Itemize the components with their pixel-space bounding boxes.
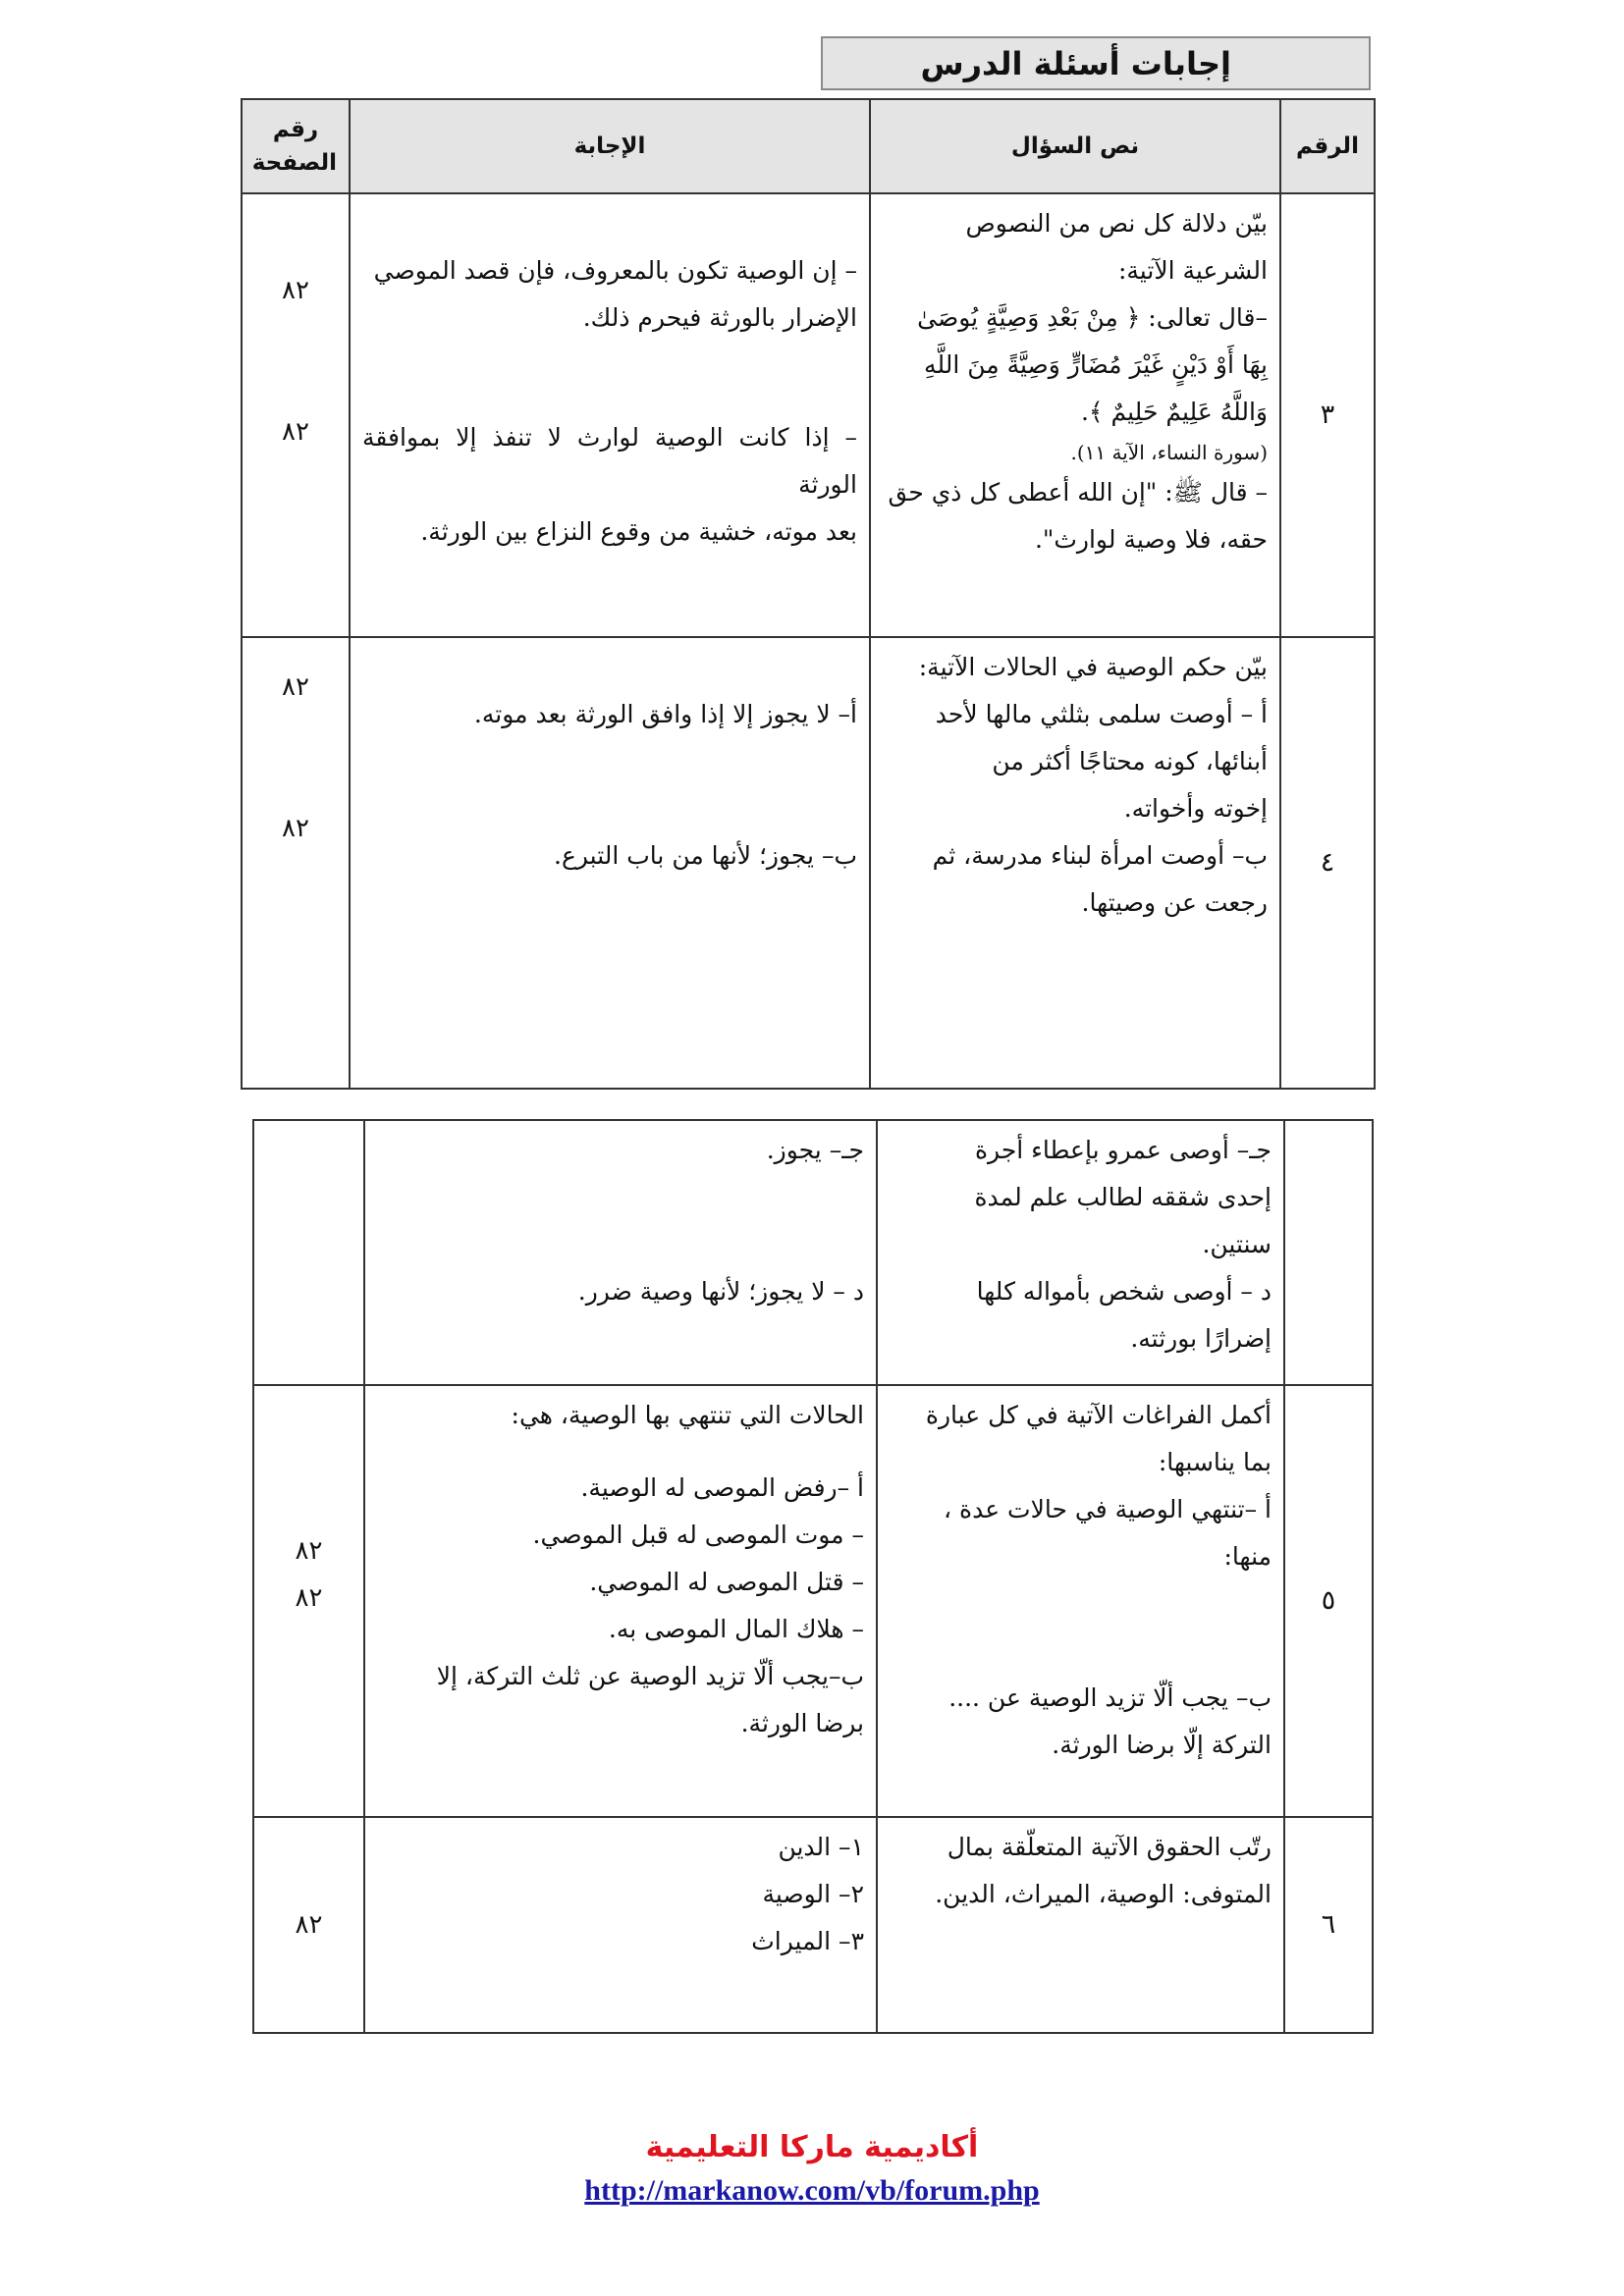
question-cell [870,193,1280,637]
answer-text: بعد موته، خشية من وقوع النزاع بين الورثة. [420,517,857,546]
quran-verse: –قال تعالى: ﴿ مِنْ بَعْدِ وَصِيَّةٍ يُوصَىٰ [917,303,1268,332]
header-question: نص السؤال [870,99,1280,193]
question-text: بيّن دلالة كل نص من النصوص [965,209,1268,238]
row-number: ٥ [1284,1385,1373,1817]
page-cell [242,637,350,1089]
answer-text: الحالات التي تنتهي بها الوصية، هي: [511,1401,864,1429]
answer-cell [364,1120,877,1385]
answer-text: ب–يجب ألّا تزيد الوصية عن ثلث التركة، إلا [436,1662,864,1690]
verse-reference: (سورة النساء، الآية ١١). [1070,441,1268,464]
hadith-text: حقه، فلا وصية لوارث". [1034,525,1268,554]
question-text: أ – أوصت سلمى بثلثي مالها لأحد [935,700,1268,728]
answer-text: د – لا يجوز؛ لأنها وصية ضرر. [577,1277,864,1306]
answer-cell [350,193,870,637]
question-text: أبنائها، كونه محتاجًا أكثر من [992,747,1268,775]
row-number: ٤ [1280,637,1375,1089]
answer-text: – إذا كانت الوصية لوارث لا تنفذ إلا بموافقة الورثة [362,423,857,499]
page-number: ٨٢ [282,276,309,305]
question-text: أكمل الفراغات الآتية في كل عبارة [925,1401,1272,1429]
page-cell [253,1120,364,1385]
row-number: ٦ [1284,1817,1373,2033]
question-text: د – أوصى شخص بأمواله كلها [976,1277,1272,1306]
answer-cell [364,1817,877,2033]
page-number: ٨٢ [295,1910,323,1940]
question-text: رتّب الحقوق الآتية المتعلّقة بمال [947,1833,1272,1861]
question-text: الشرعية الآتية: [1117,256,1268,285]
hadith-text: – قال ﷺ: "إن الله أعطى كل ذي حق [888,478,1268,507]
question-text: إضرارًا بورثته. [1130,1324,1272,1353]
answer-text: ب– يجوز؛ لأنها من باب التبرع. [554,841,857,870]
page-number: ٨٢ [282,814,309,843]
answers-table-part-2 [252,1119,1374,2034]
answers-table-part-1 [241,98,1376,1090]
answer-cell [364,1385,877,1817]
question-text: بما يناسبها: [1158,1448,1272,1476]
page-cell [253,1385,364,1817]
question-cell [877,1817,1284,2033]
question-text: منها: [1223,1542,1272,1571]
page-number: ٨٢ [282,672,309,702]
table-row-4-continued [253,1120,1373,1385]
question-text: إحدى شققه لطالب علم لمدة [974,1183,1272,1211]
page-number: ٨٢ [295,1536,323,1566]
answer-text: – موت الموصى له قبل الموصي. [532,1521,864,1549]
table-header-row [242,99,1375,193]
answer-text: ١– الدين [778,1833,864,1861]
question-text: ب– أوصت امرأة لبناء مدرسة، ثم [932,841,1268,870]
page-cell [253,1817,364,2033]
question-text: المتوفى: الوصية، الميراث، الدين. [935,1880,1272,1908]
quran-verse: وَاللَّهُ عَلِيمٌ حَلِيمٌ ﴾. [1080,398,1268,426]
header-number: الرقم [1280,99,1375,193]
answer-text: أ– لا يجوز إلا إذا وافق الورثة بعد موته. [473,700,857,728]
header-answer: الإجابة [350,99,870,193]
table-row-5 [253,1385,1373,1817]
question-text: بيّن حكم الوصية في الحالات الآتية: [918,653,1268,681]
question-cell [870,637,1280,1089]
question-text: ب– يجب ألّا تزيد الوصية عن .... [948,1683,1272,1712]
page-cell [242,193,350,637]
question-cell [877,1385,1284,1817]
question-text: سنتين. [1202,1230,1272,1258]
answer-text: ٣– الميراث [751,1927,864,1955]
header-page-line2: الصفحة [251,150,337,176]
footer-academy-name: أكاديمية ماركا التعليمية [645,2130,979,2164]
answer-text: – إن الوصية تكون بالمعروف، فإن قصد الموصي [373,256,857,285]
question-text: أ –تنتهي الوصية في حالات عدة ، [943,1495,1272,1523]
row-number [1284,1120,1373,1385]
page-number: ٨٢ [282,417,309,447]
header-page [242,99,350,193]
answer-text: – هلاك المال الموصى به. [608,1615,864,1643]
row-number: ٣ [1280,193,1375,637]
question-text: جـ– أوصى عمرو بإعطاء أجرة [974,1136,1272,1164]
lesson-answers-title: إجابات أسئلة الدرس [821,36,1371,90]
footer-forum-link[interactable]: http://markanow.com/vb/forum.php [584,2174,1040,2207]
answer-text: ٢– الوصية [762,1880,864,1908]
answer-text: برضا الورثة. [740,1709,864,1737]
page-number: ٨٢ [295,1583,323,1613]
question-text: إخوته وأخواته. [1123,794,1268,823]
table-row-6 [253,1817,1373,2033]
header-page-line1: رقم [272,117,319,142]
answer-text: أ –رفض الموصى له الوصية. [580,1473,864,1502]
answer-text: جـ– يجوز. [766,1136,864,1164]
table-row-4 [242,637,1375,1089]
table-row-3 [242,193,1375,637]
question-cell [877,1120,1284,1385]
answer-text: – قتل الموصى له الموصي. [589,1568,864,1596]
answer-text: الإضرار بالورثة فيحرم ذلك. [582,303,857,332]
question-text: رجعت عن وصيتها. [1081,888,1268,917]
question-text: التركة إلّا برضا الورثة. [1052,1731,1272,1759]
quran-verse: بِهَا أَوْ دَيْنٍ غَيْرَ مُضَارٍّ وَصِيَّةً مِنَ اللَّهِ [924,350,1268,379]
answer-cell [350,637,870,1089]
